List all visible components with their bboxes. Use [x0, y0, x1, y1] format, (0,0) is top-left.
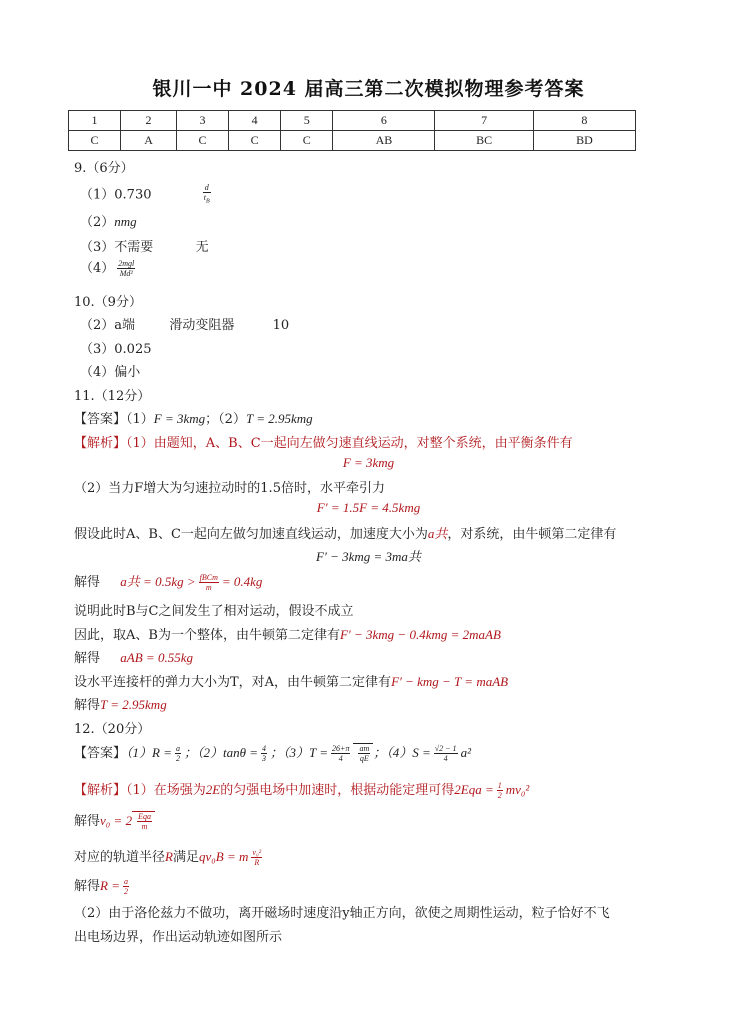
table-cell: 8 [533, 111, 635, 131]
q12-line2-eq: v₀ = 2 [100, 813, 133, 828]
q9-part2-label: （2） [80, 215, 115, 230]
q12-answer-2: ；（2）tanθ = [183, 745, 259, 760]
q11-line3-a: 假设此时A、B、C一起向左做匀加速直线运动，加速度大小为 [74, 527, 428, 542]
fraction-numerator: √2 − 1 [434, 744, 457, 753]
q12-line3-c: 满足 [172, 850, 199, 865]
q12-line1-a: （1）在场强为 [126, 783, 206, 798]
fraction-numerator: 1 [497, 781, 502, 790]
fraction-numerator: d [204, 183, 209, 192]
fraction-denominator: 3 [262, 754, 267, 763]
q12-analysis-line1 [74, 779, 529, 800]
q11-line4-fraction [199, 573, 219, 592]
q11-analysis-line3 [74, 523, 616, 542]
q10-part4: （4）偏小 [80, 365, 141, 380]
q12-line1-eq: 2Eqa = [454, 782, 494, 797]
q12-answer-tag: 【答案】 [74, 746, 127, 761]
fraction-denominator: 4 [338, 754, 343, 763]
fraction-denominator [203, 193, 211, 207]
q12-answer-3-fraction [331, 744, 350, 763]
q12-analysis-line4 [74, 875, 132, 896]
fraction-numerator: 2mgl [118, 259, 135, 268]
table-cell: 5 [281, 111, 333, 131]
q12-analysis-tag: 【解析】 [74, 783, 127, 798]
q12-answer-3: ；（3）T = [270, 745, 329, 760]
q11-analysis-line8 [74, 671, 508, 690]
q12-analysis-line3 [74, 846, 265, 867]
q12-line1-c: 的匀强电场中加速时，根据动能定理可得 [220, 783, 455, 798]
fraction-denominator: 2 [175, 754, 180, 763]
q10-part2 [80, 314, 289, 333]
table-cell: C [229, 131, 281, 151]
q11-header: 11.（12分） [74, 389, 151, 404]
q12-line3-eq: qv₀B = m [198, 849, 249, 864]
q12-answer-1-fraction [175, 744, 181, 763]
q12-answer-3-sqrt [353, 743, 373, 763]
q11-analysis-tag: 【解析】 [74, 436, 127, 451]
q9-part3-extra: 无 [195, 240, 209, 255]
q9-part2 [80, 211, 137, 230]
fraction-numerator: am [359, 744, 370, 753]
table-cell: 3 [177, 111, 229, 131]
fraction-denominator: Md² [119, 269, 133, 278]
q12-line2-sqrt-fraction [137, 812, 152, 831]
page-title: 银川一中 2024 届高三第二次模拟物理参考答案 [152, 78, 585, 100]
table-cell: C [281, 131, 333, 151]
fraction-numerator: Eqa [138, 812, 151, 821]
q12-line3-a: 对应的轨道半径 [74, 850, 166, 865]
q11-analysis-line1 [74, 432, 573, 451]
q9-part4 [80, 257, 138, 278]
q12-line2-a: 解得 [74, 814, 101, 829]
table-cell: C [177, 131, 229, 151]
q9-part1-label: （1）0.730 [80, 187, 152, 203]
q11-answer [74, 408, 313, 427]
q12-line1-b: 2E [205, 782, 221, 797]
q9-part3-label: （3）不需要 [80, 240, 154, 255]
q9-part3 [80, 236, 209, 255]
q11-answer-sep: ；（2） [205, 412, 246, 427]
q11-line4-eq: a共 = 0.5kg > [120, 574, 196, 589]
q11-answer-p1: （1） [126, 412, 154, 427]
q11-answer-eq2: T = 2.95kmg [245, 411, 313, 426]
q11-line9-a: 解得 [74, 698, 101, 713]
q10-header: 10.（9分） [74, 295, 142, 310]
q12-line1-fraction [497, 781, 503, 800]
fraction-numerator: v₀² [252, 848, 262, 857]
q9-part4-fraction [117, 259, 135, 278]
q11-analysis-line7 [74, 647, 193, 666]
q12-line2-sqrt [132, 811, 155, 831]
answer-table [68, 110, 636, 151]
fraction-denominator: m [205, 583, 212, 592]
q11-line8-a: 设水平连接杆的弹力大小为T，对A，由牛顿第二定律有 [74, 675, 392, 690]
fraction-numerator: fBCm [199, 573, 218, 582]
q11-eq-a: F = 3kmg [342, 455, 395, 470]
q12-answer-4-fraction [434, 744, 458, 763]
q12-line4-fraction [123, 877, 129, 896]
q11-line7-a: 解得 [74, 651, 101, 666]
table-cell: 7 [435, 111, 533, 131]
q12-analysis-line6: 出电场边界，作出运动轨迹如图所示 [74, 930, 283, 945]
q12-answer [74, 742, 471, 763]
q12-answer-1: （1）R = [126, 745, 172, 760]
q12-answer-2-fraction [261, 744, 267, 763]
answer-table-answer-row [69, 131, 636, 151]
fraction-denominator: 2 [497, 791, 502, 800]
fraction-denominator: m [141, 822, 148, 831]
q10-part2-c: 10 [272, 318, 290, 333]
q11-line3-b: ，对系统，由牛顿第二定律有 [447, 527, 617, 542]
fraction-denominator: 4 [443, 754, 448, 763]
q9-header: 9.（6分） [74, 161, 134, 176]
q11-answer-tag: 【答案】 [74, 412, 127, 427]
q9-part4-label: （4） [80, 261, 115, 276]
q9-part1 [80, 183, 214, 207]
q12-answer-4-tail: a² [460, 745, 471, 760]
fraction-denominator: qE [359, 754, 369, 763]
q10-part2-b: 滑动变阻器 [169, 318, 235, 333]
q11-analysis-line2: （2）当力F增大为匀速拉动时的1.5倍时，水平牵引力 [74, 481, 385, 496]
q11-eq-c: F′ − 3kmg = 3ma共 [316, 549, 421, 564]
table-cell: BD [533, 131, 635, 151]
fraction-numerator: 4 [262, 744, 267, 753]
q12-analysis-line5: （2）由于洛伦兹力不做功，离开磁场时速度沿y轴正方向，欲使之周期性运动，粒子恰好不飞 [74, 906, 610, 921]
q11-line4-eq2: = 0.4kg [221, 574, 263, 589]
q9-part2-expr: nmg [114, 214, 137, 229]
q12-answer-4: ；（4）S = [373, 745, 431, 760]
q11-line8-eq: F′ − kmg − T = maAB [391, 674, 509, 689]
q12-line3-b: R [165, 849, 173, 864]
q11-eq-b: F′ = 1.5F = 4.5kmg [316, 500, 421, 515]
fraction-denominator-base: t [203, 193, 207, 202]
q11-analysis-line5: 说明此时B与C之间发生了相对运动，假设不成立 [74, 604, 354, 619]
table-cell: 1 [69, 111, 121, 131]
fraction-numerator: a [175, 744, 180, 753]
q11-answer-eq1: F = 3kmg [153, 411, 206, 426]
q10-part3: （3）0.025 [80, 342, 152, 357]
q11-analysis-line4 [74, 571, 262, 592]
answer-table-header-row [69, 111, 636, 131]
q11-line4-a: 解得 [74, 575, 101, 590]
q12-line1-tail: mv₀² [505, 782, 530, 797]
q12-analysis-line2 [74, 810, 155, 831]
fraction-numerator: 26+π [332, 744, 350, 753]
q12-answer-3-sqrt-fraction [358, 744, 370, 763]
q12-line4-eq: R = [100, 878, 120, 893]
q11-analysis-line6 [74, 624, 501, 643]
q11-line7-eq: aAB = 0.55kg [120, 650, 193, 665]
table-cell: BC [435, 131, 533, 151]
table-cell: C [69, 131, 121, 151]
fraction-denominator: 2 [123, 887, 128, 896]
q11-analysis-text1: （1）由题知，A、B、C一起向左做匀速直线运动，对整个系统，由平衡条件有 [126, 436, 573, 451]
q9-part1-fraction [203, 183, 211, 207]
table-cell: 4 [229, 111, 281, 131]
q10-part2-label: （2）a端 [80, 318, 136, 333]
q11-line9-eq: T = 2.95kmg [100, 697, 167, 712]
fraction-numerator: a [123, 877, 128, 886]
q11-analysis-line9 [74, 694, 167, 713]
fraction-denominator-subscript: B [206, 198, 210, 205]
q11-line6-eq: F′ − 3kmg − 0.4kmg = 2maAB [339, 627, 501, 642]
fraction-denominator: R [254, 858, 260, 867]
q12-header: 12.（20分） [74, 722, 151, 737]
q12-line3-fraction [251, 848, 262, 867]
table-cell: 2 [121, 111, 177, 131]
table-cell: AB [333, 131, 435, 151]
q11-line3-a-gong: a共 [427, 526, 448, 541]
q11-line6-a: 因此，取A、B为一个整体，由牛顿第二定律有 [74, 628, 340, 643]
q12-line4-a: 解得 [74, 879, 101, 894]
table-cell: 6 [333, 111, 435, 131]
table-cell: A [121, 131, 177, 151]
